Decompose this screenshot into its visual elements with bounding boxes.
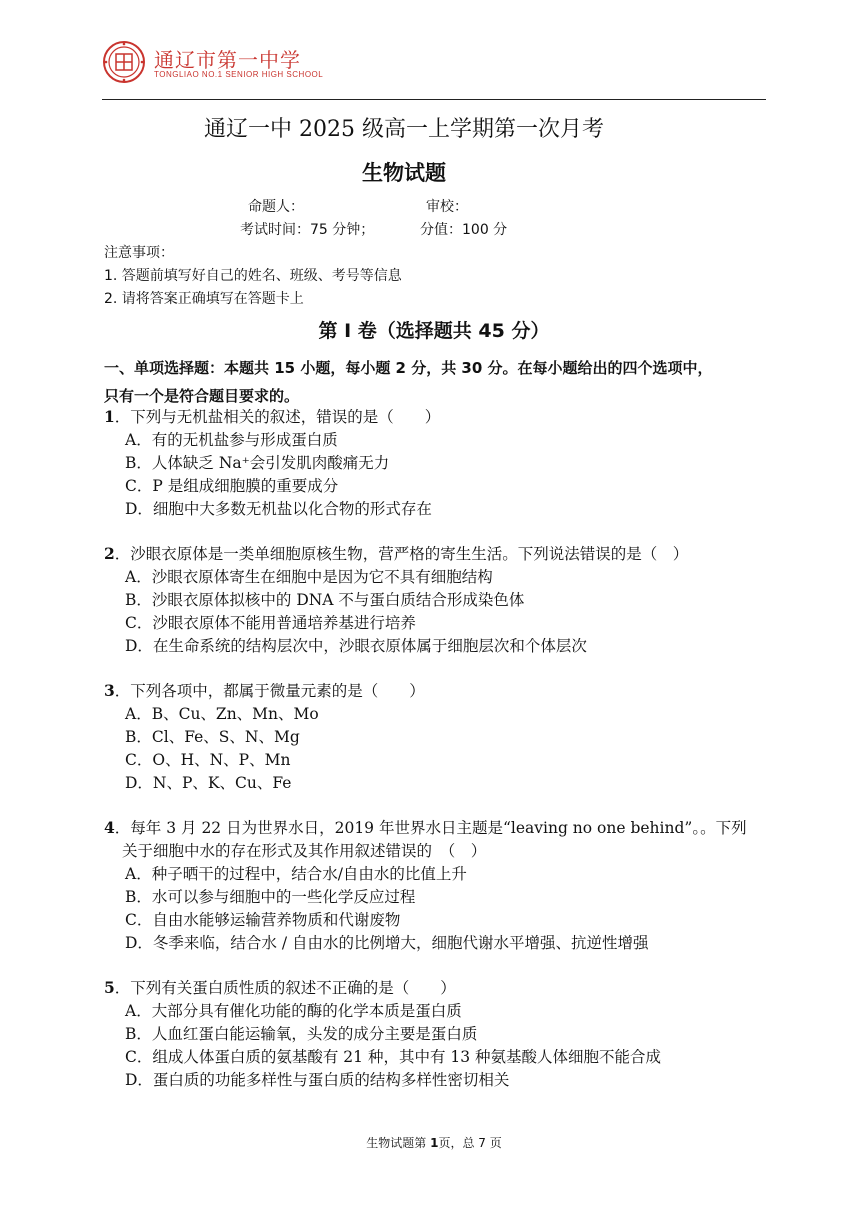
question-number: 1: [104, 407, 115, 426]
question-stem: [104, 542, 768, 566]
option: B．人血红蛋白能运输氧，头发的成分主要是蛋白质: [125, 1025, 478, 1043]
question-stem: [104, 816, 768, 840]
question-2: [104, 542, 768, 658]
option: A．B、Cu、Zn、Mn、Mo: [125, 705, 319, 723]
option: C．O、H、N、P、Mn: [125, 751, 291, 769]
exam-score: 分值：100 分: [420, 222, 508, 238]
question-text: ．下列有关蛋白质性质的叙述不正确的是（ ）: [114, 979, 456, 997]
option: D．N、P、K、Cu、Fe: [125, 774, 292, 792]
question-number: 5: [104, 978, 115, 997]
option: C．沙眼衣原体不能用普通培养基进行培养: [125, 614, 416, 632]
question-number: 2: [104, 544, 115, 563]
option: D．细胞中大多数无机盐以化合物的形式存在: [125, 500, 432, 518]
question-text: ．下列各项中，都属于微量元素的是（ ）: [114, 682, 425, 700]
school-name-en: TONGLIAO NO.1 SENIOR HIGH SCHOOL: [154, 70, 324, 79]
option: D．冬季来临，结合水 / 自由水的比例增大，细胞代谢水平增强、抗逆性增强: [125, 934, 649, 952]
exam-time: 考试时间：75 分钟；: [240, 222, 375, 238]
question-number: 3: [104, 681, 115, 700]
option: A．大部分具有催化功能的酶的化学本质是蛋白质: [125, 1002, 462, 1020]
footer-suffix: 页: [485, 1136, 502, 1150]
question-stem: [104, 679, 768, 703]
question-text: ．每年 3 月 22 日为世界水日，2019 年世界水日主题是“leaving no one behind”。。下列: [114, 819, 747, 837]
option: B．沙眼衣原体拟核中的 DNA 不与蛋白质结合形成染色体: [125, 591, 525, 609]
question-stem: [104, 976, 768, 1000]
option: D．蛋白质的功能多样性与蛋白质的结构多样性密切相关: [125, 1071, 510, 1089]
exam-title: 通辽一中 2025 级高一上学期第一次月考: [204, 117, 604, 142]
question-5: [104, 976, 768, 1092]
question-text: ．沙眼衣原体是一类单细胞原核生物，营严格的寄生生活。下列说法错误的是（ ）: [114, 545, 689, 563]
total-pages: 7: [478, 1136, 486, 1150]
section-title: 第 I 卷（选择题共 45 分）: [318, 320, 550, 342]
notes-heading: 注意事项：: [104, 245, 174, 261]
header-divider: [102, 99, 766, 100]
note-item: 2. 请将答案正确填写在答题卡上: [104, 291, 304, 307]
school-header: [102, 40, 766, 100]
option: A．种子晒干的过程中，结合水/自由水的比值上升: [125, 865, 467, 883]
option: C．P 是组成细胞膜的重要成分: [125, 477, 339, 495]
option: C．自由水能够运输营养物质和代谢废物: [125, 911, 401, 929]
question-number: 4: [104, 818, 115, 837]
school-name-cn: 通辽市第一中学: [154, 48, 301, 72]
question-stem-continued: 关于细胞中水的存在形式及其作用叙述错误的 （ ）: [122, 842, 487, 860]
instruction-line: 只有一个是符合题目要求的。: [104, 387, 300, 405]
school-seal-icon: [102, 40, 146, 84]
question-1: [104, 405, 768, 521]
page-footer: [0, 1134, 868, 1151]
section-instruction: [104, 354, 768, 410]
option: B．人体缺乏 Na⁺会引发肌肉酸痛无力: [125, 454, 390, 472]
question-4: [104, 816, 768, 955]
note-item: 1. 答题前填写好自己的姓名、班级、考号等信息: [104, 268, 402, 284]
option: A．有的无机盐参与形成蛋白质: [125, 431, 338, 449]
instruction-line: 一、单项选择题：本题共 15 小题，每小题 2 分，共 30 分。在每小题给出的四个选项中，: [104, 359, 713, 377]
option: B．水可以参与细胞中的一些化学反应过程: [125, 888, 416, 906]
page-number: 1: [430, 1136, 439, 1150]
option: D．在生命系统的结构层次中，沙眼衣原体属于细胞层次和个体层次: [125, 637, 587, 655]
question-text: ．下列与无机盐相关的叙述，错误的是（ ）: [114, 408, 441, 426]
footer-prefix: 生物试题第: [366, 1136, 431, 1150]
option: B．Cl、Fe、S、N、Mg: [125, 728, 300, 746]
reviewer-label: 审校：: [426, 199, 468, 215]
question-stem: [104, 405, 768, 429]
question-3: [104, 679, 768, 795]
setter-label: 命题人：: [248, 199, 304, 215]
footer-mid: 页，总: [438, 1136, 479, 1150]
option: A．沙眼衣原体寄生在细胞中是因为它不具有细胞结构: [125, 568, 493, 586]
exam-subject: 生物试题: [362, 161, 446, 185]
option: C．组成人体蛋白质的氨基酸有 21 种，其中有 13 种氨基酸人体细胞不能合成: [125, 1048, 662, 1066]
